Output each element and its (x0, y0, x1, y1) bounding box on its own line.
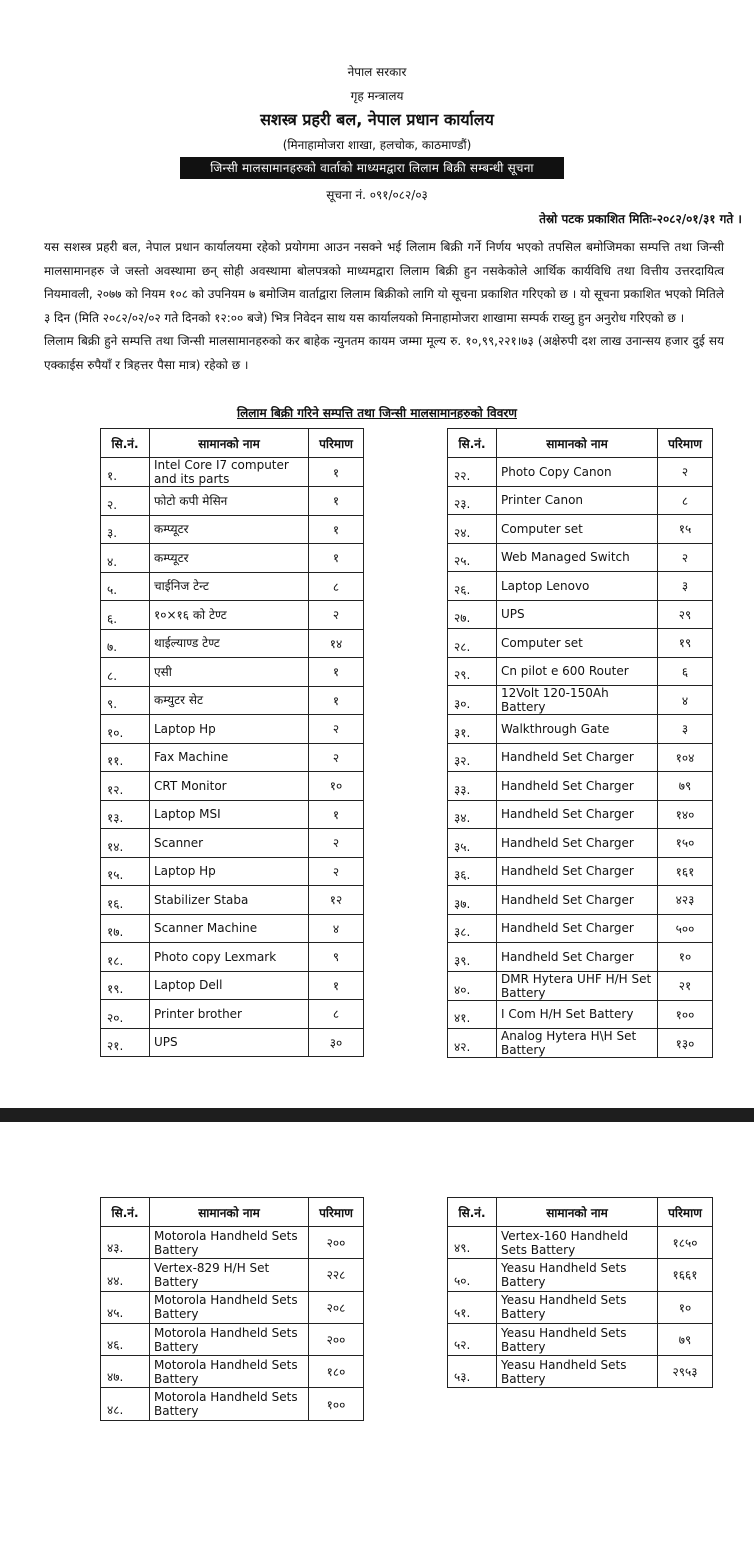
item-serial: २४. (448, 515, 497, 544)
item-serial: २१. (101, 1028, 150, 1057)
item-serial: ३५. (448, 829, 497, 858)
header-sn: सि.नं. (448, 1198, 497, 1227)
item-serial: ३३. (448, 772, 497, 801)
item-quantity: १ (309, 658, 364, 687)
items-table-1 (100, 428, 364, 1057)
item-quantity: १२ (309, 886, 364, 915)
item-serial: १२. (101, 772, 150, 801)
table-row (448, 1323, 713, 1355)
list-title: लिलाम बिक्री गरिने सम्पत्ति तथा जिन्सी मालसामानहरुको विवरण (237, 406, 517, 420)
item-quantity: ३ (658, 715, 713, 744)
table-row (448, 1259, 713, 1291)
table-row (448, 629, 713, 658)
table-row (101, 1356, 364, 1388)
item-name: Analog Hytera H\H Set Battery (497, 1029, 658, 1058)
item-name: Photo copy Lexmark (150, 943, 309, 972)
table-header-row (448, 429, 713, 458)
item-name: Scanner (150, 829, 309, 858)
item-name: UPS (497, 600, 658, 629)
item-name: कम्प्यूटर (150, 544, 309, 573)
item-serial: ३. (101, 515, 150, 544)
table-row (101, 1000, 364, 1029)
table-row (101, 857, 364, 886)
item-serial: ४६. (101, 1323, 150, 1355)
table-row (448, 943, 713, 972)
notice-paragraph-1: यस सशस्त्र प्रहरी बल, नेपाल प्रधान कार्यालयमा रहेको प्रयोगमा आउन नसक्ने भई लिलाम बिक्री गर्ने निर्णय भएको तपसिल बमोजिमका सम्पत्ति तथा जिन्सी मालसामानहरु जे जस्तो अवस्थामा छन् सोही अवस्थामा बोलपत्रको माध्यमद्वारा लिलाम बिक्री हुन नसकेकोले आर्थिक कार्यविधि तथा वित्तीय उत्तरदायित्व नियमावली, २०७७ को नियम १०८ को उपनियम ७ बमोजिम वार्ताद्वारा लिलाम बिक्रीको लागि यो सूचना प्रकाशित गरिएको छ । यो सूचना प्रकाशित भएको मितिले ३ दिन (मिति २०८२/०२/०२ गते दिनको १२:०० बजे) भित्र निवेदन साथ यस कार्यालयको मिनाहामोजरा शाखामा सम्पर्क राख्नु हुन अनुरोध गरिएको छ । (44, 240, 724, 325)
item-serial: १०. (101, 715, 150, 744)
item-quantity: १६६१ (658, 1259, 713, 1291)
table-header-row (101, 1198, 364, 1227)
item-name: Walkthrough Gate (497, 715, 658, 744)
table-row (101, 1291, 364, 1323)
table-row (448, 458, 713, 487)
item-serial: १४. (101, 829, 150, 858)
table-header-row (101, 429, 364, 458)
item-serial: १८. (101, 943, 150, 972)
table-row (101, 1323, 364, 1355)
item-serial: ४१. (448, 1000, 497, 1029)
item-serial: ६. (101, 601, 150, 630)
table-header-row (448, 1198, 713, 1227)
item-name: Computer set (497, 629, 658, 658)
page-separator (0, 1108, 754, 1122)
item-quantity: १ (309, 487, 364, 516)
item-name: थाईल्याण्ड टेण्ट (150, 629, 309, 658)
item-serial: ३२. (448, 743, 497, 772)
items-table-3 (100, 1197, 364, 1421)
item-name: Laptop Hp (150, 715, 309, 744)
item-quantity: २ (309, 857, 364, 886)
table-row (101, 458, 364, 487)
item-name: Handheld Set Charger (497, 800, 658, 829)
item-quantity: ८ (658, 486, 713, 515)
item-name: Handheld Set Charger (497, 857, 658, 886)
item-name: I Com H/H Set Battery (497, 1000, 658, 1029)
table-row (448, 657, 713, 686)
item-name: Motorola Handheld Sets Battery (150, 1291, 309, 1323)
item-quantity: २ (309, 715, 364, 744)
item-name: Handheld Set Charger (497, 772, 658, 801)
item-quantity: २०० (309, 1323, 364, 1355)
item-quantity: १३० (658, 1029, 713, 1058)
item-name: Laptop Lenovo (497, 572, 658, 601)
item-name: फोटो कपी मेसिन (150, 487, 309, 516)
item-serial: ३६. (448, 857, 497, 886)
item-quantity: १ (309, 544, 364, 573)
item-quantity: ५०० (658, 914, 713, 943)
item-serial: ८. (101, 658, 150, 687)
item-quantity: २९५३ (658, 1356, 713, 1388)
item-quantity: २०० (309, 1227, 364, 1259)
table-row (101, 572, 364, 601)
table-row (448, 1227, 713, 1259)
item-name: Handheld Set Charger (497, 829, 658, 858)
item-serial: ७. (101, 629, 150, 658)
table-row (448, 486, 713, 515)
item-serial: २७. (448, 600, 497, 629)
item-quantity: २ (658, 543, 713, 572)
item-serial: ९. (101, 686, 150, 715)
item-name: Scanner Machine (150, 914, 309, 943)
table-row (448, 743, 713, 772)
item-serial: २५. (448, 543, 497, 572)
item-serial: १५. (101, 857, 150, 886)
table-row (101, 686, 364, 715)
item-quantity: ८ (309, 572, 364, 601)
branch-heading: (मिनाहामोजरा शाखा, हलचोक, काठमाण्डौं) (282, 138, 472, 152)
item-serial: ४२. (448, 1029, 497, 1058)
table-row (101, 800, 364, 829)
item-name: UPS (150, 1028, 309, 1057)
item-serial: ५०. (448, 1259, 497, 1291)
item-name: Fax Machine (150, 743, 309, 772)
item-serial: ४४. (101, 1259, 150, 1291)
table-row (448, 914, 713, 943)
item-quantity: ३ (658, 572, 713, 601)
table-row (448, 1000, 713, 1029)
table-row (101, 629, 364, 658)
header-qty: परिमाण (309, 1198, 364, 1227)
table-row (448, 1029, 713, 1058)
item-serial: ५. (101, 572, 150, 601)
item-quantity: ८ (309, 1000, 364, 1029)
item-name: Cn pilot e 600 Router (497, 657, 658, 686)
table-row (101, 544, 364, 573)
item-quantity: १ (309, 971, 364, 1000)
header-name: सामानको नाम (497, 429, 658, 458)
item-name: Yeasu Handheld Sets Battery (497, 1323, 658, 1355)
table-row (448, 715, 713, 744)
government-heading: नेपाल सरकार (347, 65, 407, 79)
table-row (101, 1388, 364, 1420)
item-name: Handheld Set Charger (497, 743, 658, 772)
notice-number: सूचना नं. ०९१/०८२/०३ (326, 188, 428, 202)
table-row (101, 1259, 364, 1291)
publish-date: तेस्रो पटक प्रकाशित मितिः-२०८२/०१/३१ गते । (539, 212, 742, 226)
table-row (101, 743, 364, 772)
header-sn: सि.नं. (101, 1198, 150, 1227)
item-serial: २८. (448, 629, 497, 658)
item-quantity: २ (658, 458, 713, 487)
table-row (448, 971, 713, 1000)
item-name: Laptop Dell (150, 971, 309, 1000)
item-name: Vertex-829 H/H Set Battery (150, 1259, 309, 1291)
item-quantity: ६ (658, 657, 713, 686)
table-row (101, 829, 364, 858)
item-serial: ३८. (448, 914, 497, 943)
table-row (448, 829, 713, 858)
table-row (448, 515, 713, 544)
notice-body (44, 236, 724, 377)
item-quantity: १५० (658, 829, 713, 858)
item-name: Laptop Hp (150, 857, 309, 886)
table-row (101, 1028, 364, 1057)
item-serial: ११. (101, 743, 150, 772)
item-name: Stabilizer Staba (150, 886, 309, 915)
item-quantity: १०० (309, 1388, 364, 1420)
header-name: सामानको नाम (150, 429, 309, 458)
item-name: 12Volt 120-150Ah Battery (497, 686, 658, 715)
item-name: चाईनिज टेन्ट (150, 572, 309, 601)
item-serial: १३. (101, 800, 150, 829)
office-heading: सशस्त्र प्रहरी बल, नेपाल प्रधान कार्यालय (260, 110, 494, 129)
table-row (101, 914, 364, 943)
table-row (448, 857, 713, 886)
notice-subject: जिन्सी मालसामानहरुको वार्ताको माध्यमद्वारा लिलाम बिक्री सम्बन्धी सूचना (180, 157, 564, 179)
item-name: DMR Hytera UHF H/H Set Battery (497, 971, 658, 1000)
header-qty: परिमाण (309, 429, 364, 458)
item-name: Handheld Set Charger (497, 943, 658, 972)
table-row (101, 715, 364, 744)
item-serial: ३७. (448, 886, 497, 915)
item-quantity: ९ (309, 943, 364, 972)
item-name: Motorola Handheld Sets Battery (150, 1356, 309, 1388)
item-serial: १७. (101, 914, 150, 943)
item-serial: २९. (448, 657, 497, 686)
item-name: Yeasu Handheld Sets Battery (497, 1291, 658, 1323)
item-quantity: १ (309, 686, 364, 715)
table-row (101, 971, 364, 1000)
item-quantity: ७९ (658, 772, 713, 801)
table-row (101, 515, 364, 544)
item-quantity: २२८ (309, 1259, 364, 1291)
header-name: सामानको नाम (150, 1198, 309, 1227)
item-quantity: २१ (658, 971, 713, 1000)
item-serial: ४७. (101, 1356, 150, 1388)
item-serial: ४०. (448, 971, 497, 1000)
item-name: Photo Copy Canon (497, 458, 658, 487)
item-quantity: १ (309, 800, 364, 829)
item-quantity: १०४ (658, 743, 713, 772)
item-serial: ३९. (448, 943, 497, 972)
table-row (101, 1227, 364, 1259)
table-row (448, 1291, 713, 1323)
items-table-2 (447, 428, 713, 1058)
item-name: Intel Core I7 computer and its parts (150, 458, 309, 487)
item-quantity: २ (309, 829, 364, 858)
header-sn: सि.नं. (101, 429, 150, 458)
header-sn: सि.नं. (448, 429, 497, 458)
item-serial: २. (101, 487, 150, 516)
table-row (101, 943, 364, 972)
item-quantity: ४ (658, 686, 713, 715)
item-quantity: १५ (658, 515, 713, 544)
item-name: Laptop MSI (150, 800, 309, 829)
item-quantity: १० (658, 1291, 713, 1323)
item-name: कम्युटर सेट (150, 686, 309, 715)
item-quantity: २ (309, 743, 364, 772)
table-row (448, 1356, 713, 1388)
item-serial: ४. (101, 544, 150, 573)
item-name: १०×१६ को टेण्ट (150, 601, 309, 630)
table-row (448, 600, 713, 629)
item-quantity: ४ (309, 914, 364, 943)
item-name: Motorola Handheld Sets Battery (150, 1323, 309, 1355)
table-row (448, 800, 713, 829)
header-name: सामानको नाम (497, 1198, 658, 1227)
item-serial: ५३. (448, 1356, 497, 1388)
item-quantity: १ (309, 515, 364, 544)
items-table-4 (447, 1197, 713, 1388)
item-name: Handheld Set Charger (497, 886, 658, 915)
item-quantity: ४२३ (658, 886, 713, 915)
table-row (448, 543, 713, 572)
item-quantity: १८५० (658, 1227, 713, 1259)
item-name: Computer set (497, 515, 658, 544)
item-name: Motorola Handheld Sets Battery (150, 1388, 309, 1420)
item-quantity: १० (658, 943, 713, 972)
item-quantity: १ (309, 458, 364, 487)
item-serial: ४५. (101, 1291, 150, 1323)
item-serial: ४८. (101, 1388, 150, 1420)
item-quantity: १४ (309, 629, 364, 658)
table-row (101, 658, 364, 687)
item-serial: २३. (448, 486, 497, 515)
item-serial: ३०. (448, 686, 497, 715)
item-name: एसी (150, 658, 309, 687)
item-quantity: १०० (658, 1000, 713, 1029)
item-serial: २२. (448, 458, 497, 487)
item-serial: १६. (101, 886, 150, 915)
item-name: Vertex-160 Handheld Sets Battery (497, 1227, 658, 1259)
item-name: Yeasu Handheld Sets Battery (497, 1356, 658, 1388)
ministry-heading: गृह मन्त्रालय (350, 89, 404, 103)
item-quantity: २०८ (309, 1291, 364, 1323)
item-serial: १९. (101, 971, 150, 1000)
item-serial: ५१. (448, 1291, 497, 1323)
table-row (448, 686, 713, 715)
item-quantity: २ (309, 601, 364, 630)
item-serial: ४९. (448, 1227, 497, 1259)
item-name: Yeasu Handheld Sets Battery (497, 1259, 658, 1291)
table-row (101, 601, 364, 630)
item-quantity: ७९ (658, 1323, 713, 1355)
item-quantity: १९ (658, 629, 713, 658)
header-qty: परिमाण (658, 429, 713, 458)
table-row (448, 772, 713, 801)
table-row (101, 886, 364, 915)
header-qty: परिमाण (658, 1198, 713, 1227)
item-quantity: १० (309, 772, 364, 801)
table-row (448, 572, 713, 601)
item-name: Printer brother (150, 1000, 309, 1029)
item-quantity: ३० (309, 1028, 364, 1057)
table-row (448, 886, 713, 915)
item-quantity: १६१ (658, 857, 713, 886)
item-name: Printer Canon (497, 486, 658, 515)
item-name: Motorola Handheld Sets Battery (150, 1227, 309, 1259)
item-name: Web Managed Switch (497, 543, 658, 572)
table-row (101, 487, 364, 516)
item-serial: ३१. (448, 715, 497, 744)
item-name: कम्प्यूटर (150, 515, 309, 544)
item-quantity: १४० (658, 800, 713, 829)
item-serial: ४३. (101, 1227, 150, 1259)
item-quantity: १८० (309, 1356, 364, 1388)
item-serial: २६. (448, 572, 497, 601)
item-name: CRT Monitor (150, 772, 309, 801)
item-serial: ३४. (448, 800, 497, 829)
notice-paragraph-2: लिलाम बिक्री हुने सम्पत्ति तथा जिन्सी मालसामानहरुको कर बाहेक न्युनतम कायम जम्मा मूल्य रु. १०,९९,२२१।७३ (अक्षेरुपी दश लाख उनान्सय हजार दुई सय एक्काईस रुपैयाँ र त्रिहत्तर पैसा मात्र) रहेको छ । (44, 334, 724, 372)
item-serial: १. (101, 458, 150, 487)
item-quantity: २९ (658, 600, 713, 629)
table-row (101, 772, 364, 801)
item-serial: ५२. (448, 1323, 497, 1355)
item-serial: २०. (101, 1000, 150, 1029)
item-name: Handheld Set Charger (497, 914, 658, 943)
